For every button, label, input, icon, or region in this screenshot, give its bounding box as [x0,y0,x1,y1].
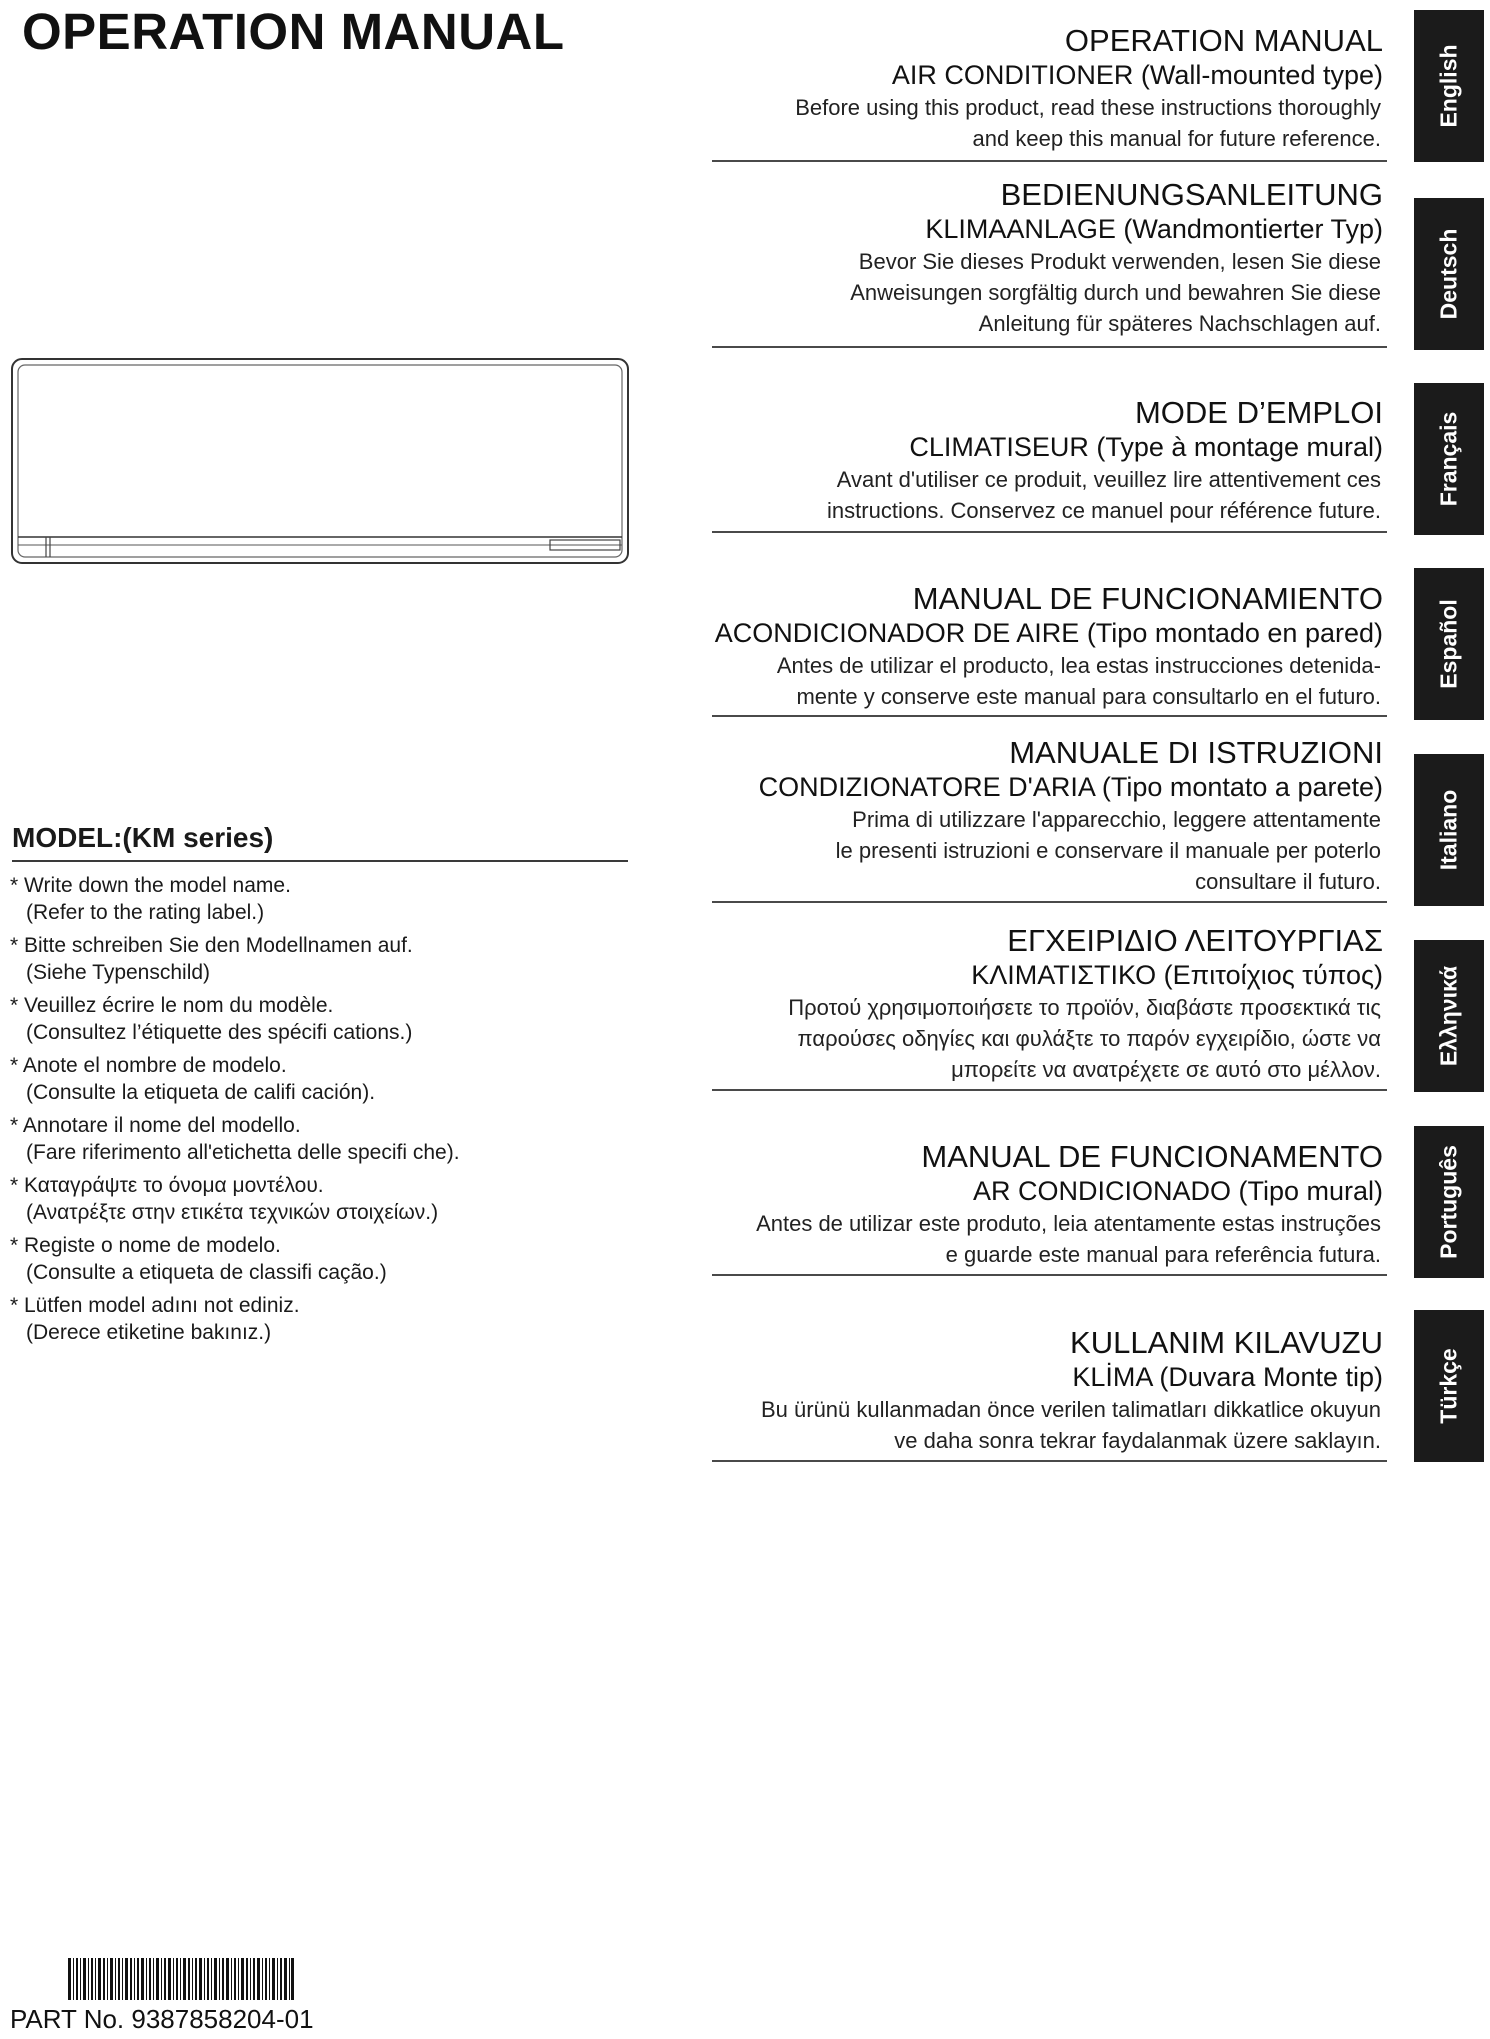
model-instruction: * Registe o nome de modelo. [10,1234,281,1257]
instruction-text [712,1208,1387,1270]
list-item [10,1052,630,1106]
air-conditioner-illustration [10,357,630,567]
instruction-line: Bu ürünü kullanmadan önce verilen talimatları dikkatlice okuyun [760,1397,1381,1422]
language-section-espanol [712,580,1387,717]
instruction-line: Προτού χρησιμοποιήσετε το προϊόν, διαβάστε προσεκτικά τις [788,995,1381,1020]
language-tab-label: Français [1435,411,1462,507]
product-subtitle: AR CONDICIONADO (Tipo mural) [972,1176,1383,1206]
instruction-text [712,992,1387,1085]
language-section-portugues [712,1138,1387,1276]
list-item [10,1292,630,1346]
instruction-line: Bevor Sie dieses Produkt verwenden, lesen Sie diese [858,249,1381,274]
model-instruction: * Veuillez écrire le nom du modèle. [10,994,334,1017]
barcode [68,1958,294,2000]
language-tab-label: Italiano [1435,789,1462,871]
model-instructions-list [10,872,630,1352]
model-instruction: * Καταγράψτε το όνομα μοντέλου. [10,1174,324,1197]
language-section-francais [712,394,1387,533]
list-item [10,992,630,1046]
model-reference: (Siehe Typenschild) [26,961,211,984]
instruction-line: Avant d'utiliser ce produit, veuillez lire attentivement ces [836,467,1381,492]
model-reference: (Ανατρέξτε στην ετικέτα τεχνικών στοιχείων.) [26,1201,439,1224]
product-subtitle: CONDIZIONATORE D'ARIA (Tipo montato a parete) [758,772,1383,802]
language-tab-label: Türkçe [1435,1348,1462,1424]
language-section-deutsch [712,176,1387,348]
manual-title: MODE D’EMPLOI [1134,395,1383,430]
manual-title: BEDIENUNGSANLEITUNG [1000,177,1383,212]
model-reference: (Refer to the rating label.) [26,901,265,924]
model-reference: (Consulte a etiqueta de classifi cação.) [26,1261,387,1284]
page-title: OPERATION MANUAL [22,3,565,60]
instruction-line: μπορείτε να ανατρέχετε σε αυτό στο μέλλον. [951,1057,1381,1082]
language-tab-deutsch [1414,198,1484,350]
instruction-line: Anweisungen sorgfältig durch und bewahren Sie diese [850,280,1381,305]
instruction-line: ve daha sonra tekrar faydalanmak üzere saklayın. [894,1428,1381,1453]
language-tab-espanol [1414,568,1484,720]
list-item [10,1112,630,1166]
instruction-line: e guarde este manual para referência futura. [945,1242,1381,1267]
list-item [10,872,630,926]
language-tab-francais [1414,383,1484,535]
instruction-line: Anleitung für späteres Nachschlagen auf. [978,311,1381,336]
list-item [10,1232,630,1286]
product-subtitle: ACONDICIONADOR DE AIRE (Tipo montado en pared) [714,618,1383,648]
model-instruction: * Lütfen model adını not ediniz. [10,1294,300,1317]
instruction-text [712,804,1387,897]
manual-title: KULLANIM KILAVUZU [1070,1325,1383,1360]
model-instruction: * Anote el nombre de modelo. [10,1054,287,1077]
product-subtitle: KLIMAANLAGE (Wandmontierter Typ) [925,214,1383,244]
instruction-line: Prima di utilizzare l'apparecchio, leggere attentamente [852,807,1381,832]
language-section-italiano [712,734,1387,903]
instruction-text [712,650,1387,712]
model-reference: (Fare riferimento all'etichetta delle specifi che). [26,1141,460,1164]
language-section-turkce [712,1324,1387,1462]
model-heading: MODEL:(KM series) [12,822,628,862]
instruction-line: mente y conserve este manual para consultarlo en el futuro. [796,684,1381,709]
language-tab-label: Español [1435,599,1462,689]
instruction-line: Antes de utilizar el producto, lea estas instrucciones detenida- [776,653,1381,678]
language-tab-portugues [1414,1126,1484,1278]
model-instruction: * Bitte schreiben Sie den Modellnamen auf. [10,934,413,957]
instruction-text [712,1394,1387,1456]
language-tab-label: Ελληνικά [1435,965,1462,1067]
product-subtitle: CLIMATISEUR (Type à montage mural) [909,432,1383,462]
language-tab-italiano [1414,754,1484,906]
instruction-line: παρούσες οδηγίες και φυλάξτε το παρόν εγχειρίδιο, ώστε να [797,1026,1381,1051]
instruction-text [712,246,1387,339]
language-tab-label: English [1435,44,1462,128]
manual-title: MANUALE DI ISTRUZIONI [1009,735,1383,770]
instruction-line: Antes de utilizar este produto, leia atentamente estas instruções [756,1211,1381,1236]
language-tab-turkce [1414,1310,1484,1462]
manual-title: MANUAL DE FUNCIONAMIENTO [912,581,1383,616]
language-tab-label: Deutsch [1435,228,1462,320]
manual-title: MANUAL DE FUNCIONAMENTO [921,1139,1383,1174]
instruction-line: consultare il futuro. [1195,869,1381,894]
language-tab-label: Português [1435,1145,1462,1259]
model-reference: (Derece etiketine bakınız.) [26,1321,272,1344]
manual-title: OPERATION MANUAL [1064,23,1383,58]
product-subtitle: ΚΛΙΜΑΤΙΣΤΙΚΟ (Επιτοίχιος τύπος) [971,960,1383,990]
instruction-text [712,464,1387,526]
part-number: PART No. 9387858204-01 [10,2004,314,2034]
model-reference: (Consulte la etiqueta de califi cación). [26,1081,376,1104]
instruction-line: le presenti istruzioni e conservare il manuale per poterlo [835,838,1381,863]
model-instruction: * Write down the model name. [10,874,291,897]
language-section-english [712,22,1387,162]
manual-title: ΕΓΧΕΙΡΙΔΙΟ ΛΕΙΤΟΥΡΓΙΑΣ [1007,923,1383,958]
list-item [10,1172,630,1226]
model-reference: (Consultez l’étiquette des spécifi cations.) [26,1021,413,1044]
product-subtitle: AIR CONDITIONER (Wall-mounted type) [891,60,1383,90]
instruction-line: and keep this manual for future reference. [972,126,1381,151]
language-tab-english [1414,10,1484,162]
instruction-line: Before using this product, read these instructions thoroughly [795,95,1381,120]
language-section-greek [712,922,1387,1091]
instruction-text [712,92,1387,154]
instruction-line: instructions. Conservez ce manuel pour référence future. [827,498,1381,523]
product-subtitle: KLİMA (Duvara Monte tip) [1072,1362,1383,1392]
language-tab-greek [1414,940,1484,1092]
list-item [10,932,630,986]
model-instruction: * Annotare il nome del modello. [10,1114,301,1137]
